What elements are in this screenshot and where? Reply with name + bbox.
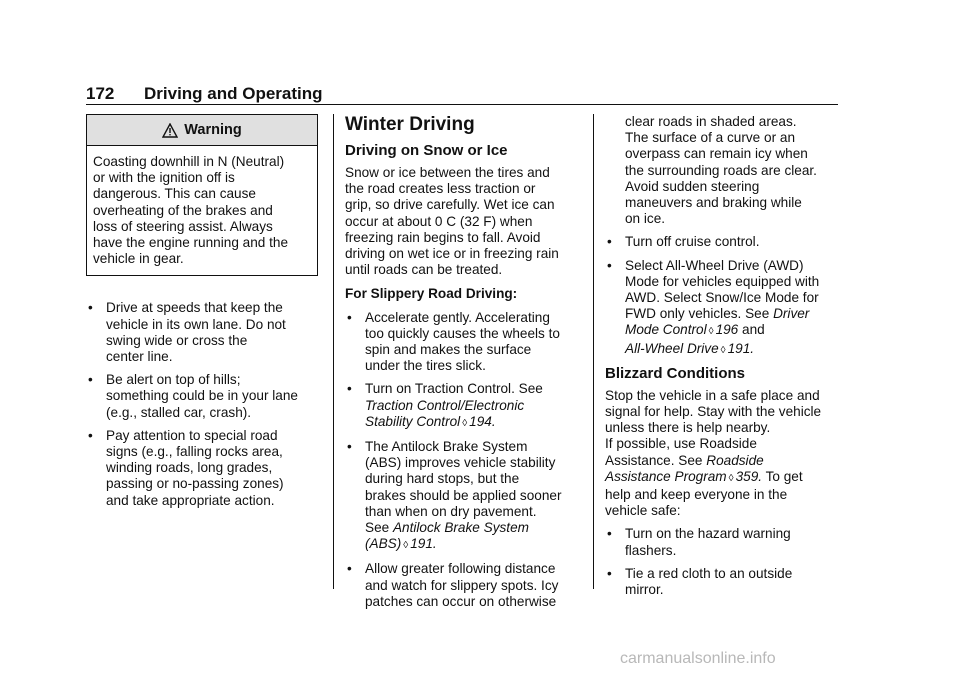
text-line: Turn on Traction Control. See: [365, 381, 543, 397]
page-reference-icon: ◊: [462, 417, 468, 429]
text-line: unless there is help nearby.: [605, 420, 771, 436]
text-fragment: and: [742, 322, 765, 338]
page-reference[interactable]: 196: [715, 322, 739, 338]
bullet-mark: •: [607, 257, 612, 273]
warning-text: [87, 146, 317, 275]
text-line: too quickly causes the wheels to: [365, 325, 560, 341]
page-number: 172: [86, 84, 115, 103]
text-line: mirror.: [625, 582, 664, 598]
text-line: driving on wet ice or in freezing rain: [345, 246, 559, 262]
text-fragment: To get: [765, 468, 803, 484]
text-line: Select All-Wheel Drive (AWD): [625, 257, 804, 273]
text-line: Tie a red cloth to an outside: [625, 565, 793, 581]
text-line: The Antilock Brake System: [365, 439, 528, 455]
text-line: under the tires slick.: [365, 358, 486, 374]
page-header: [86, 83, 838, 105]
warning-title: Warning: [184, 121, 242, 138]
bullet-mark: •: [88, 372, 93, 388]
list-item: [605, 566, 839, 598]
cross-reference-link[interactable]: Roadside: [706, 452, 764, 468]
text-line: Accelerate gently. Accelerating: [365, 309, 550, 325]
watermark: carmanualsonline.info: [620, 650, 776, 667]
list-item: [86, 300, 320, 365]
cross-reference-link[interactable]: (ABS): [365, 536, 402, 552]
text-line: winding roads, long grades,: [106, 460, 273, 476]
text-line: clear roads in shaded areas.: [625, 114, 797, 129]
text-line: during hard stops, but the: [365, 471, 520, 487]
text-fragment: Assistance. See: [605, 452, 703, 468]
text-line: (ABS) improves vehicle stability: [365, 455, 556, 471]
warning-header: [87, 115, 317, 146]
paragraph: [605, 388, 839, 520]
cross-reference-link[interactable]: Traction Control/Electronic: [365, 397, 525, 413]
text-line: Drive at speeds that keep the: [106, 300, 283, 316]
list-item: [345, 439, 579, 554]
subsection-title: Blizzard Conditions: [605, 364, 745, 382]
paragraph: [345, 165, 579, 278]
text-line: Coasting downhill in N (Neutral): [93, 154, 285, 169]
text-line: something could be in your lane: [106, 388, 298, 404]
text-line: Turn on the hazard warning: [625, 526, 791, 542]
text-line: and take appropriate action.: [106, 492, 275, 508]
bullet-mark: •: [607, 526, 612, 542]
cross-reference-link[interactable]: Stability Control: [365, 413, 461, 429]
text-line: swing wide or cross the: [106, 332, 248, 348]
list-item: [345, 310, 579, 375]
bullet-mark: •: [88, 300, 93, 316]
cross-reference-link[interactable]: Mode Control: [625, 322, 707, 338]
text-line: overheating of the brakes and: [93, 202, 273, 218]
text-line: The surface of a curve or an: [625, 130, 796, 146]
cross-reference-link[interactable]: All-Wheel Drive: [625, 340, 719, 356]
column-2: [345, 114, 579, 610]
text-line: (e.g., stalled car, crash).: [106, 404, 252, 420]
section-title: Winter Driving: [345, 114, 475, 135]
text-line: freezing rain begins to fall. Avoid: [345, 229, 541, 245]
text-line: If possible, use Roadside: [605, 436, 757, 452]
text-line: passing or no-passing zones): [106, 476, 284, 492]
text-line: occur at about 0 C (32 F) when: [345, 213, 533, 229]
text-line: Be alert on top of hills;: [106, 372, 241, 388]
text-line: dangerous. This can cause: [93, 186, 256, 202]
bullet-mark: •: [88, 427, 93, 443]
column-divider-1: [333, 114, 334, 589]
text-line: Snow or ice between the tires and: [345, 165, 550, 180]
warning-box: [86, 114, 318, 276]
column-divider-2: [593, 114, 594, 589]
list-item: [345, 561, 579, 610]
text-line: maneuvers and braking while: [625, 195, 802, 211]
text-line: vehicle in its own lane. Do not: [106, 316, 286, 332]
text-line: the surrounding roads are clear.: [625, 162, 817, 178]
bullet-mark: •: [607, 565, 612, 581]
text-line: patches can occur on otherwise: [365, 593, 557, 609]
list-heading: For Slippery Road Driving:: [345, 286, 518, 302]
page-reference[interactable]: 359.: [735, 468, 763, 484]
subsection-title: Driving on Snow or Ice: [345, 142, 508, 159]
bullet-mark: •: [607, 234, 612, 250]
text-line: spin and makes the surface: [365, 342, 532, 358]
list-item: [605, 526, 839, 558]
cross-reference-link[interactable]: Antilock Brake System: [392, 520, 529, 536]
text-line: signs (e.g., falling rocks area,: [106, 444, 283, 460]
text-line: loss of steering assist. Always: [93, 218, 273, 234]
text-line: the road creates less traction or: [345, 181, 536, 197]
list-item: [86, 428, 320, 509]
text-fragment: See: [365, 520, 390, 536]
text-line: than when on dry pavement.: [365, 503, 537, 519]
cross-reference-link[interactable]: Assistance Program: [605, 468, 727, 484]
page-reference[interactable]: 194.: [469, 413, 496, 429]
page-reference-icon: ◊: [403, 540, 409, 552]
text-line: have the engine running and the: [93, 235, 289, 251]
text-line: until roads can be treated.: [345, 262, 503, 278]
text-line: and watch for slippery spots. Icy: [365, 577, 559, 593]
chapter-title: Driving and Operating: [144, 84, 323, 103]
header-rule: [86, 104, 838, 105]
column-3: [605, 114, 839, 598]
text-line: flashers.: [625, 542, 677, 558]
text-line: Avoid sudden steering: [625, 178, 760, 194]
bullet-mark: •: [347, 439, 352, 455]
text-line: brakes should be applied sooner: [365, 487, 562, 503]
text-line: Turn off cruise control.: [625, 234, 760, 250]
text-line: vehicle in gear.: [93, 251, 184, 267]
page-reference[interactable]: 191.: [727, 340, 755, 356]
text-line: grip, so drive carefully. Wet ice can: [345, 197, 555, 213]
text-line: vehicle safe:: [605, 503, 681, 519]
text-line: help and keep everyone in the: [605, 487, 788, 503]
page-reference[interactable]: 191.: [410, 536, 437, 552]
text-line: center line.: [106, 349, 173, 365]
text-line: Pay attention to special road: [106, 427, 278, 443]
text-line: Mode for vehicles equipped with: [625, 273, 820, 289]
warning-icon: [162, 123, 178, 138]
text-fragment: FWD only vehicles. See: [625, 306, 770, 322]
text-line: overpass can remain icy when: [625, 146, 808, 162]
bullet-mark: •: [347, 381, 352, 397]
text-line: Stop the vehicle in a safe place and: [605, 387, 820, 403]
text-line: signal for help. Stay with the vehicle: [605, 404, 822, 420]
list-item: [605, 234, 839, 250]
list-item: [605, 258, 839, 359]
list-item: [345, 381, 579, 432]
text-line: Allow greater following distance: [365, 561, 556, 577]
bullet-mark: •: [347, 309, 352, 325]
column-1: [86, 114, 320, 509]
list-item-continued: [605, 114, 839, 227]
text-line: AWD. Select Snow/Ice Mode for: [625, 290, 819, 306]
cross-reference-link[interactable]: Driver: [773, 306, 810, 322]
text-line: or with the ignition off is: [93, 170, 235, 186]
bullet-mark: •: [347, 561, 352, 577]
page-reference-icon: ◊: [728, 472, 734, 484]
page-reference-icon: ◊: [708, 326, 714, 338]
page-reference-icon: ◊: [720, 344, 726, 356]
text-line: on ice.: [625, 211, 666, 227]
list-item: [86, 372, 320, 421]
